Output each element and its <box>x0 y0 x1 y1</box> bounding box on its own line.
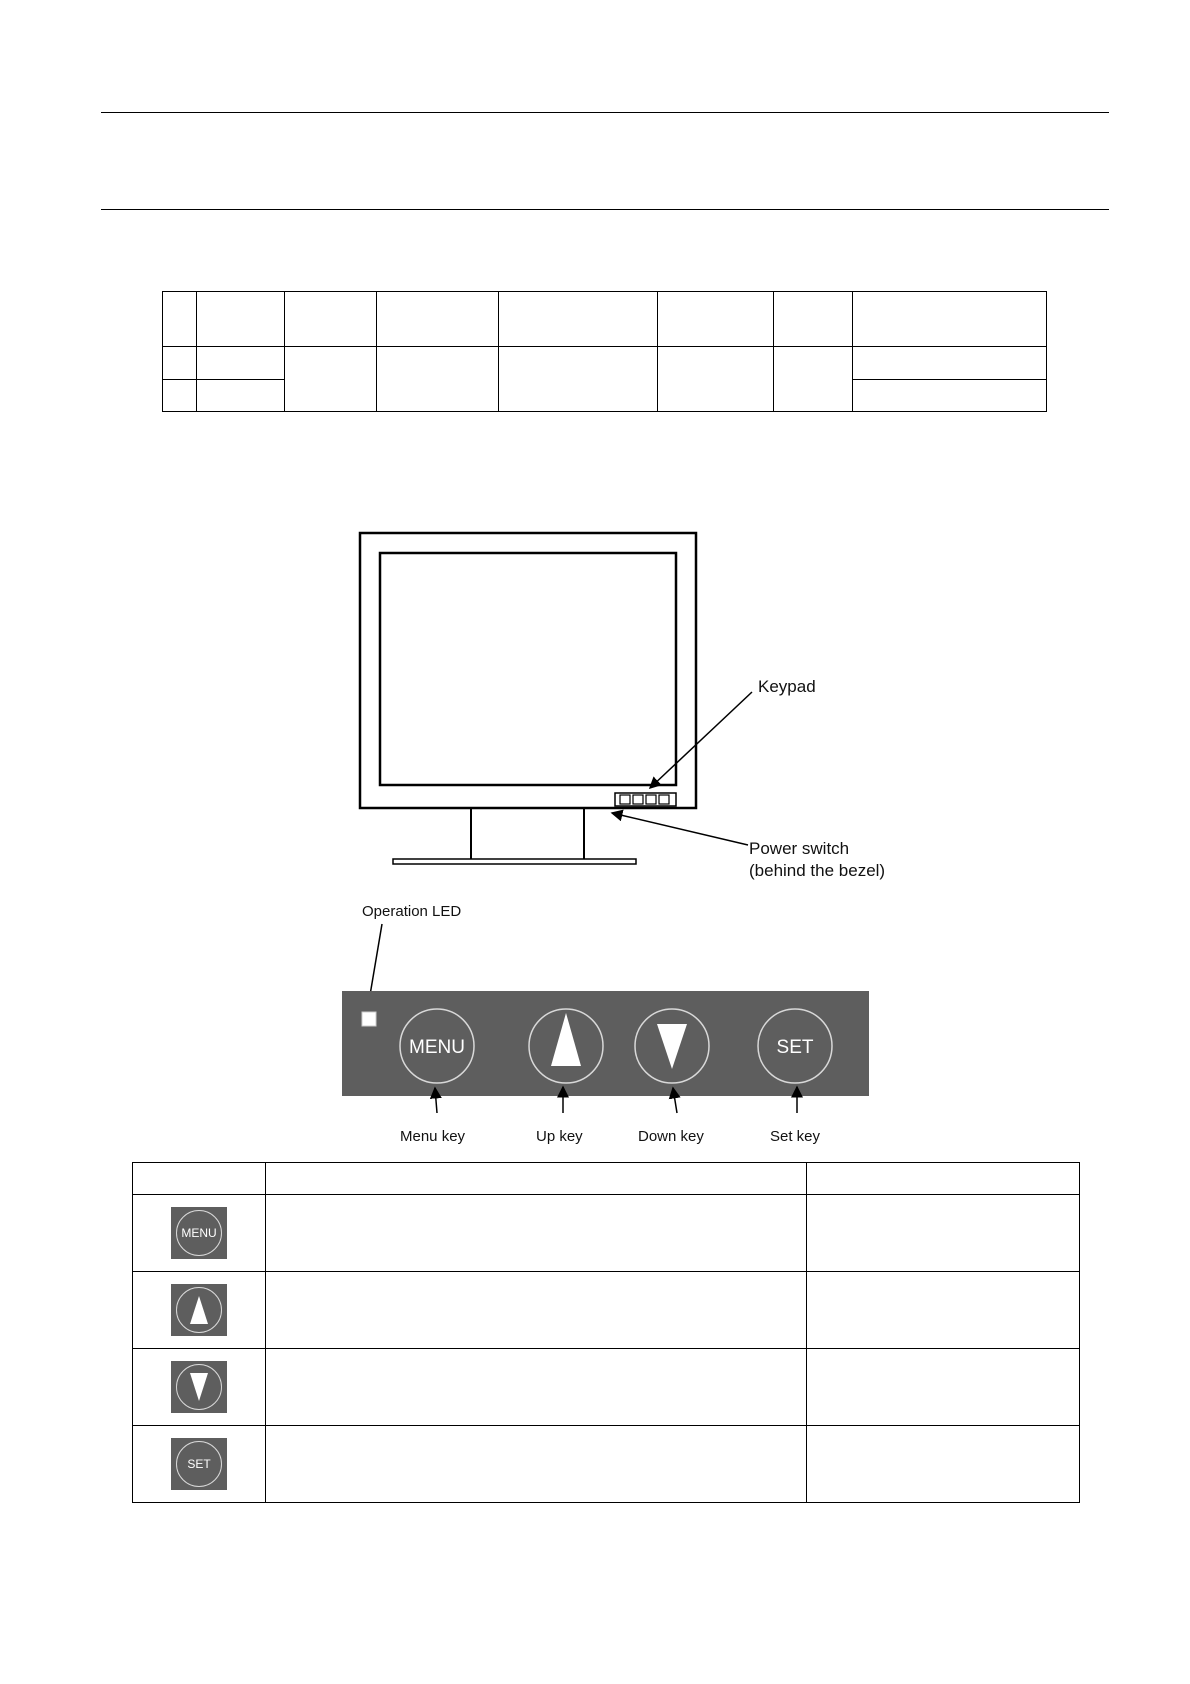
description-cell <box>266 1349 807 1426</box>
note-cell <box>807 1349 1080 1426</box>
keypad-buttons-small <box>615 793 676 806</box>
down-key-callout: Down key <box>638 1128 704 1145</box>
table-header-row <box>133 1163 1080 1195</box>
set-key-icon-label: SET <box>176 1441 222 1487</box>
menu-key-label: MENU <box>409 1037 465 1058</box>
down-arrow-icon <box>189 1371 209 1403</box>
note-cell <box>807 1426 1080 1503</box>
menu-key-icon <box>171 1207 227 1259</box>
description-cell <box>266 1195 807 1272</box>
operation-led-callout: Operation LED <box>362 903 462 920</box>
table-row <box>133 1349 1080 1426</box>
keypad-callout: Keypad <box>758 677 816 696</box>
description-cell <box>266 1426 807 1503</box>
menu-key-icon-label: MENU <box>176 1210 222 1256</box>
menu-key-callout: Menu key <box>400 1128 466 1145</box>
set-key-callout: Set key <box>770 1128 821 1145</box>
set-key-label: SET <box>776 1037 814 1058</box>
power-switch-callout-note: (behind the bezel) <box>749 861 886 880</box>
key-icon-cell <box>133 1349 266 1426</box>
up-key-callout: Up key <box>536 1128 583 1145</box>
description-cell <box>266 1272 807 1349</box>
up-arrow-key-icon <box>171 1284 227 1336</box>
monitor-screen <box>380 553 676 785</box>
header-cell <box>807 1163 1080 1195</box>
set-key-icon <box>171 1438 227 1490</box>
power-switch-callout: Power switch <box>749 839 850 858</box>
table-row <box>133 1272 1080 1349</box>
header-cell <box>133 1163 266 1195</box>
note-cell <box>807 1272 1080 1349</box>
operation-led <box>362 1012 376 1026</box>
key-icon-cell <box>133 1195 266 1272</box>
power-switch-callout-arrow <box>612 813 748 845</box>
table-row <box>133 1426 1080 1503</box>
header-cell <box>266 1163 807 1195</box>
down-arrow-key-icon <box>171 1361 227 1413</box>
key-function-table <box>132 1162 1080 1503</box>
key-icon-cell <box>133 1272 266 1349</box>
key-icon-cell <box>133 1426 266 1503</box>
monitor-stand <box>393 809 636 864</box>
table-row <box>133 1195 1080 1272</box>
up-arrow-icon <box>189 1294 209 1326</box>
note-cell <box>807 1195 1080 1272</box>
